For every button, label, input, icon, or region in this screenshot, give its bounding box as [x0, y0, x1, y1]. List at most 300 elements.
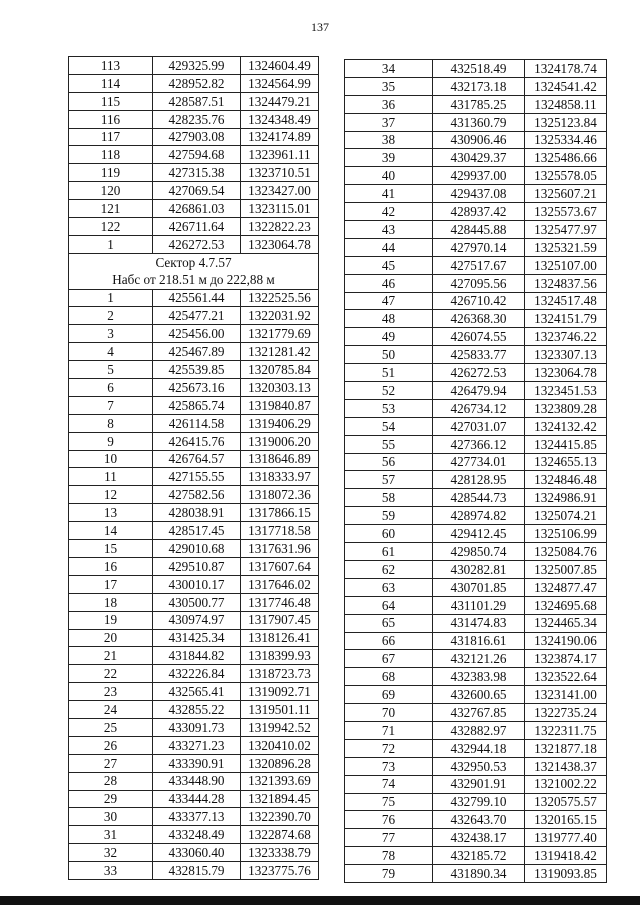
x-coordinate-cell: 433444.28	[153, 790, 241, 808]
y-coordinate-cell: 1323522.64	[525, 668, 607, 686]
point-number-cell: 46	[345, 274, 433, 292]
point-number-cell: 114	[69, 74, 153, 92]
x-coordinate-cell: 428517.45	[153, 522, 241, 540]
y-coordinate-cell: 1320575.57	[525, 793, 607, 811]
x-coordinate-cell: 432565.41	[153, 683, 241, 701]
left-table-rows-before	[69, 57, 319, 254]
x-coordinate-cell: 427155.55	[153, 468, 241, 486]
y-coordinate-cell: 1321877.18	[525, 739, 607, 757]
point-number-cell: 51	[345, 364, 433, 382]
table-row	[69, 754, 319, 772]
point-number-cell: 73	[345, 757, 433, 775]
table-row	[345, 185, 607, 203]
x-coordinate-cell: 428445.88	[433, 221, 525, 239]
y-coordinate-cell: 1323710.51	[241, 164, 319, 182]
point-number-cell: 54	[345, 417, 433, 435]
x-coordinate-cell: 433248.49	[153, 826, 241, 844]
point-number-cell: 26	[69, 736, 153, 754]
point-number-cell: 48	[345, 310, 433, 328]
x-coordinate-cell: 428235.76	[153, 110, 241, 128]
x-coordinate-cell: 425833.77	[433, 346, 525, 364]
point-number-cell: 55	[345, 435, 433, 453]
table-row	[69, 218, 319, 236]
x-coordinate-cell: 425467.89	[153, 343, 241, 361]
sector-heading: Сектор 4.7.57	[69, 253, 319, 271]
x-coordinate-cell: 427517.67	[433, 256, 525, 274]
table-row	[69, 74, 319, 92]
x-coordinate-cell: 433091.73	[153, 718, 241, 736]
point-number-cell: 4	[69, 343, 153, 361]
y-coordinate-cell: 1322031.92	[241, 307, 319, 325]
x-coordinate-cell: 432901.91	[433, 775, 525, 793]
y-coordinate-cell: 1317718.58	[241, 522, 319, 540]
point-number-cell: 53	[345, 399, 433, 417]
y-coordinate-cell: 1323451.53	[525, 382, 607, 400]
x-coordinate-cell: 432438.17	[433, 829, 525, 847]
point-number-cell: 28	[69, 772, 153, 790]
x-coordinate-cell: 428038.91	[153, 504, 241, 522]
y-coordinate-cell: 1322735.24	[525, 704, 607, 722]
y-coordinate-cell: 1318723.73	[241, 665, 319, 683]
table-row	[345, 757, 607, 775]
x-coordinate-cell: 431816.61	[433, 632, 525, 650]
y-coordinate-cell: 1320896.28	[241, 754, 319, 772]
point-number-cell: 40	[345, 167, 433, 185]
y-coordinate-cell: 1324190.06	[525, 632, 607, 650]
point-number-cell: 122	[69, 218, 153, 236]
x-coordinate-cell: 430906.46	[433, 131, 525, 149]
x-coordinate-cell: 425673.16	[153, 379, 241, 397]
y-coordinate-cell: 1323307.13	[525, 346, 607, 364]
y-coordinate-cell: 1323064.78	[525, 364, 607, 382]
left-table-rows-after	[69, 289, 319, 879]
y-coordinate-cell: 1321281.42	[241, 343, 319, 361]
y-coordinate-cell: 1324655.13	[525, 453, 607, 471]
table-row	[345, 60, 607, 78]
table-row	[69, 665, 319, 683]
x-coordinate-cell: 432173.18	[433, 77, 525, 95]
table-row	[69, 361, 319, 379]
y-coordinate-cell: 1317646.02	[241, 575, 319, 593]
y-coordinate-cell: 1324877.47	[525, 578, 607, 596]
point-number-cell: 16	[69, 557, 153, 575]
x-coordinate-cell: 426368.30	[433, 310, 525, 328]
point-number-cell: 33	[69, 862, 153, 880]
point-number-cell: 19	[69, 611, 153, 629]
point-number-cell: 17	[69, 575, 153, 593]
point-number-cell: 41	[345, 185, 433, 203]
page-number: 137	[311, 20, 329, 34]
table-row	[345, 847, 607, 865]
y-coordinate-cell: 1318333.97	[241, 468, 319, 486]
y-coordinate-cell: 1320410.02	[241, 736, 319, 754]
point-number-cell: 1	[69, 289, 153, 307]
x-coordinate-cell: 428937.42	[433, 203, 525, 221]
x-coordinate-cell: 426711.64	[153, 218, 241, 236]
x-coordinate-cell: 426272.53	[153, 235, 241, 253]
table-row	[345, 543, 607, 561]
table-row	[69, 772, 319, 790]
point-number-cell: 74	[345, 775, 433, 793]
x-coordinate-cell: 432855.22	[153, 701, 241, 719]
point-number-cell: 13	[69, 504, 153, 522]
point-number-cell: 36	[345, 95, 433, 113]
point-number-cell: 71	[345, 721, 433, 739]
point-number-cell: 21	[69, 647, 153, 665]
y-coordinate-cell: 1325321.59	[525, 238, 607, 256]
table-row	[69, 396, 319, 414]
y-coordinate-cell: 1322311.75	[525, 721, 607, 739]
y-coordinate-cell: 1322822.23	[241, 218, 319, 236]
x-coordinate-cell: 429325.99	[153, 57, 241, 75]
x-coordinate-cell: 425456.00	[153, 325, 241, 343]
point-number-cell: 27	[69, 754, 153, 772]
point-number-cell: 3	[69, 325, 153, 343]
point-number-cell: 47	[345, 292, 433, 310]
y-coordinate-cell: 1324465.34	[525, 614, 607, 632]
y-coordinate-cell: 1324695.68	[525, 596, 607, 614]
point-number-cell: 72	[345, 739, 433, 757]
x-coordinate-cell: 433060.40	[153, 844, 241, 862]
table-row	[345, 238, 607, 256]
x-coordinate-cell: 432767.85	[433, 704, 525, 722]
table-row	[345, 131, 607, 149]
y-coordinate-cell: 1323809.28	[525, 399, 607, 417]
table-row	[345, 560, 607, 578]
point-number-cell: 9	[69, 432, 153, 450]
table-row	[69, 557, 319, 575]
y-coordinate-cell: 1324858.11	[525, 95, 607, 113]
x-coordinate-cell: 425865.74	[153, 396, 241, 414]
x-coordinate-cell: 432799.10	[433, 793, 525, 811]
x-coordinate-cell: 428128.95	[433, 471, 525, 489]
x-coordinate-cell: 432383.98	[433, 668, 525, 686]
table-row	[69, 844, 319, 862]
point-number-cell: 77	[345, 829, 433, 847]
y-coordinate-cell: 1325334.46	[525, 131, 607, 149]
point-number-cell: 7	[69, 396, 153, 414]
x-coordinate-cell: 429412.45	[433, 525, 525, 543]
y-coordinate-cell: 1324604.49	[241, 57, 319, 75]
x-coordinate-cell: 426074.55	[433, 328, 525, 346]
table-row	[345, 596, 607, 614]
y-coordinate-cell: 1321393.69	[241, 772, 319, 790]
point-number-cell: 115	[69, 92, 153, 110]
y-coordinate-cell: 1318399.93	[241, 647, 319, 665]
x-coordinate-cell: 428952.82	[153, 74, 241, 92]
y-coordinate-cell: 1324986.91	[525, 489, 607, 507]
table-row	[345, 650, 607, 668]
y-coordinate-cell: 1325486.66	[525, 149, 607, 167]
x-coordinate-cell: 426764.57	[153, 450, 241, 468]
point-number-cell: 64	[345, 596, 433, 614]
point-number-cell: 67	[345, 650, 433, 668]
x-coordinate-cell: 433271.23	[153, 736, 241, 754]
y-coordinate-cell: 1325573.67	[525, 203, 607, 221]
point-number-cell: 57	[345, 471, 433, 489]
y-coordinate-cell: 1325107.00	[525, 256, 607, 274]
y-coordinate-cell: 1324132.42	[525, 417, 607, 435]
table-row	[345, 221, 607, 239]
table-row	[345, 632, 607, 650]
y-coordinate-cell: 1324846.48	[525, 471, 607, 489]
y-coordinate-cell: 1319501.11	[241, 701, 319, 719]
x-coordinate-cell: 431101.29	[433, 596, 525, 614]
y-coordinate-cell: 1323961.11	[241, 146, 319, 164]
y-coordinate-cell: 1325007.85	[525, 560, 607, 578]
y-coordinate-cell: 1319418.42	[525, 847, 607, 865]
x-coordinate-cell: 427315.38	[153, 164, 241, 182]
y-coordinate-cell: 1325106.99	[525, 525, 607, 543]
y-coordinate-cell: 1324541.42	[525, 77, 607, 95]
y-coordinate-cell: 1317607.64	[241, 557, 319, 575]
x-coordinate-cell: 433390.91	[153, 754, 241, 772]
x-coordinate-cell: 430974.97	[153, 611, 241, 629]
x-coordinate-cell: 428544.73	[433, 489, 525, 507]
x-coordinate-cell: 426272.53	[433, 364, 525, 382]
point-number-cell: 6	[69, 379, 153, 397]
y-coordinate-cell: 1325084.76	[525, 543, 607, 561]
x-coordinate-cell: 426710.42	[433, 292, 525, 310]
x-coordinate-cell: 432185.72	[433, 847, 525, 865]
point-number-cell: 23	[69, 683, 153, 701]
x-coordinate-cell: 428587.51	[153, 92, 241, 110]
table-row	[345, 256, 607, 274]
x-coordinate-cell: 433377.13	[153, 808, 241, 826]
x-coordinate-cell: 431425.34	[153, 629, 241, 647]
table-row	[69, 647, 319, 665]
point-number-cell: 120	[69, 182, 153, 200]
x-coordinate-cell: 426415.76	[153, 432, 241, 450]
table-row	[69, 486, 319, 504]
y-coordinate-cell: 1321002.22	[525, 775, 607, 793]
table-row	[69, 826, 319, 844]
table-row	[345, 811, 607, 829]
point-number-cell: 10	[69, 450, 153, 468]
point-number-cell: 61	[345, 543, 433, 561]
y-coordinate-cell: 1318646.89	[241, 450, 319, 468]
y-coordinate-cell: 1324479.21	[241, 92, 319, 110]
table-row	[69, 808, 319, 826]
right-table-rows	[345, 60, 607, 883]
x-coordinate-cell: 431360.79	[433, 113, 525, 131]
point-number-cell: 117	[69, 128, 153, 146]
x-coordinate-cell: 425477.21	[153, 307, 241, 325]
y-coordinate-cell: 1324415.85	[525, 435, 607, 453]
table-row	[69, 522, 319, 540]
y-coordinate-cell: 1319840.87	[241, 396, 319, 414]
table-row	[69, 593, 319, 611]
y-coordinate-cell: 1319777.40	[525, 829, 607, 847]
point-number-cell: 42	[345, 203, 433, 221]
x-coordinate-cell: 426114.58	[153, 414, 241, 432]
x-coordinate-cell: 430282.81	[433, 560, 525, 578]
y-coordinate-cell: 1323775.76	[241, 862, 319, 880]
point-number-cell: 14	[69, 522, 153, 540]
page-bottom-edge	[0, 896, 640, 905]
x-coordinate-cell: 427366.12	[433, 435, 525, 453]
y-coordinate-cell: 1321894.45	[241, 790, 319, 808]
point-number-cell: 116	[69, 110, 153, 128]
y-coordinate-cell: 1319092.71	[241, 683, 319, 701]
table-row	[345, 614, 607, 632]
y-coordinate-cell: 1317746.48	[241, 593, 319, 611]
y-coordinate-cell: 1317907.45	[241, 611, 319, 629]
table-row	[69, 200, 319, 218]
table-row	[345, 865, 607, 883]
x-coordinate-cell: 432950.53	[433, 757, 525, 775]
x-coordinate-cell: 429437.08	[433, 185, 525, 203]
y-coordinate-cell: 1319093.85	[525, 865, 607, 883]
point-number-cell: 11	[69, 468, 153, 486]
table-row	[69, 611, 319, 629]
y-coordinate-cell: 1321438.37	[525, 757, 607, 775]
point-number-cell: 68	[345, 668, 433, 686]
table-row	[345, 489, 607, 507]
point-number-cell: 58	[345, 489, 433, 507]
table-row	[69, 468, 319, 486]
y-coordinate-cell: 1324837.56	[525, 274, 607, 292]
y-coordinate-cell: 1320165.15	[525, 811, 607, 829]
y-coordinate-cell: 1324178.74	[525, 60, 607, 78]
table-row	[69, 504, 319, 522]
point-number-cell: 34	[345, 60, 433, 78]
x-coordinate-cell: 429850.74	[433, 543, 525, 561]
table-row	[69, 235, 319, 253]
point-number-cell: 52	[345, 382, 433, 400]
point-number-cell: 25	[69, 718, 153, 736]
y-coordinate-cell: 1324564.99	[241, 74, 319, 92]
x-coordinate-cell: 427594.68	[153, 146, 241, 164]
table-row	[69, 414, 319, 432]
point-number-cell: 5	[69, 361, 153, 379]
table-row	[345, 382, 607, 400]
table-row	[69, 164, 319, 182]
x-coordinate-cell: 431844.82	[153, 647, 241, 665]
x-coordinate-cell: 430010.17	[153, 575, 241, 593]
table-row	[345, 578, 607, 596]
point-number-cell: 66	[345, 632, 433, 650]
table-row	[345, 167, 607, 185]
point-number-cell: 79	[345, 865, 433, 883]
point-number-cell: 118	[69, 146, 153, 164]
altitude-heading: Набс от 218.51 м до 222,88 м	[69, 271, 319, 289]
x-coordinate-cell: 429510.87	[153, 557, 241, 575]
y-coordinate-cell: 1317631.96	[241, 540, 319, 558]
point-number-cell: 8	[69, 414, 153, 432]
y-coordinate-cell: 1325074.21	[525, 507, 607, 525]
point-number-cell: 44	[345, 238, 433, 256]
x-coordinate-cell: 432518.49	[433, 60, 525, 78]
table-row	[345, 704, 607, 722]
table-row	[345, 668, 607, 686]
table-row	[69, 92, 319, 110]
x-coordinate-cell: 431890.34	[433, 865, 525, 883]
y-coordinate-cell: 1317866.15	[241, 504, 319, 522]
y-coordinate-cell: 1323338.79	[241, 844, 319, 862]
point-number-cell: 38	[345, 131, 433, 149]
y-coordinate-cell: 1325607.21	[525, 185, 607, 203]
x-coordinate-cell: 432882.97	[433, 721, 525, 739]
table-row	[345, 453, 607, 471]
y-coordinate-cell: 1323427.00	[241, 182, 319, 200]
table-row	[69, 307, 319, 325]
x-coordinate-cell: 432944.18	[433, 739, 525, 757]
point-number-cell: 29	[69, 790, 153, 808]
x-coordinate-cell: 427734.01	[433, 453, 525, 471]
y-coordinate-cell: 1322874.68	[241, 826, 319, 844]
table-row	[69, 450, 319, 468]
table-row	[345, 346, 607, 364]
y-coordinate-cell: 1322525.56	[241, 289, 319, 307]
table-row	[345, 399, 607, 417]
point-number-cell: 70	[345, 704, 433, 722]
point-number-cell: 22	[69, 665, 153, 683]
x-coordinate-cell: 432643.70	[433, 811, 525, 829]
table-row	[69, 57, 319, 75]
x-coordinate-cell: 433448.90	[153, 772, 241, 790]
y-coordinate-cell: 1320785.84	[241, 361, 319, 379]
point-number-cell: 113	[69, 57, 153, 75]
table-row	[69, 343, 319, 361]
table-row	[69, 718, 319, 736]
table-row	[69, 683, 319, 701]
y-coordinate-cell: 1323115.01	[241, 200, 319, 218]
point-number-cell: 65	[345, 614, 433, 632]
x-coordinate-cell: 425539.85	[153, 361, 241, 379]
point-number-cell: 45	[345, 256, 433, 274]
point-number-cell: 75	[345, 793, 433, 811]
point-number-cell: 78	[345, 847, 433, 865]
point-number-cell: 76	[345, 811, 433, 829]
table-row	[69, 325, 319, 343]
table-row	[345, 739, 607, 757]
table-row	[345, 328, 607, 346]
table-row	[69, 379, 319, 397]
table-row	[69, 128, 319, 146]
table-row	[345, 77, 607, 95]
sector-heading-row	[69, 253, 319, 271]
y-coordinate-cell: 1323141.00	[525, 686, 607, 704]
y-coordinate-cell: 1318072.36	[241, 486, 319, 504]
table-row	[69, 629, 319, 647]
x-coordinate-cell: 432600.65	[433, 686, 525, 704]
table-row	[345, 95, 607, 113]
point-number-cell: 50	[345, 346, 433, 364]
point-number-cell: 2	[69, 307, 153, 325]
y-coordinate-cell: 1323874.17	[525, 650, 607, 668]
table-row	[345, 829, 607, 847]
table-row	[345, 525, 607, 543]
x-coordinate-cell: 430429.37	[433, 149, 525, 167]
coordinates-table-right	[344, 59, 607, 883]
table-row	[345, 721, 607, 739]
table-row	[345, 686, 607, 704]
point-number-cell: 59	[345, 507, 433, 525]
y-coordinate-cell: 1324517.48	[525, 292, 607, 310]
x-coordinate-cell: 426734.12	[433, 399, 525, 417]
table-row	[345, 471, 607, 489]
coordinates-table-left	[68, 56, 319, 880]
x-coordinate-cell: 432226.84	[153, 665, 241, 683]
table-row	[69, 575, 319, 593]
point-number-cell: 56	[345, 453, 433, 471]
table-row	[69, 736, 319, 754]
point-number-cell: 60	[345, 525, 433, 543]
sector-header	[69, 253, 319, 289]
x-coordinate-cell: 427069.54	[153, 182, 241, 200]
y-coordinate-cell: 1322390.70	[241, 808, 319, 826]
